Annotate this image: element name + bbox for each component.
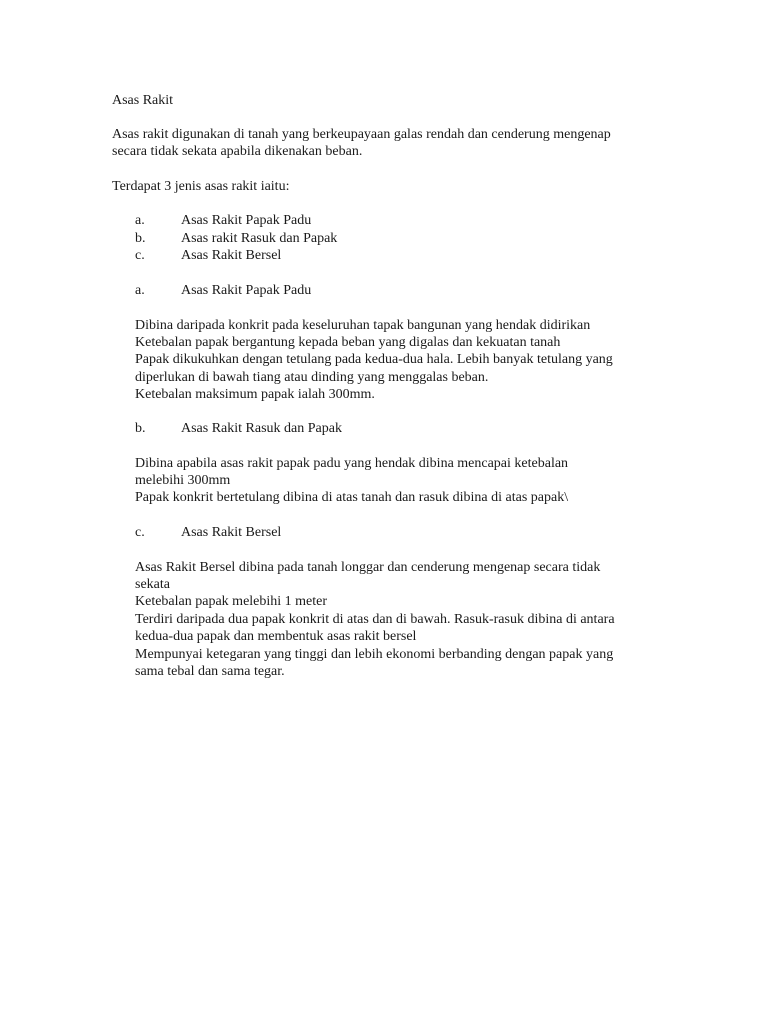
paragraph-line: sekata — [135, 577, 170, 592]
section-marker: c. — [135, 525, 145, 540]
paragraph-line: kedua-dua papak dan membentuk asas rakit bersel — [135, 629, 417, 644]
list-item: Asas Rakit Papak Padu — [181, 213, 312, 228]
section-marker: b. — [135, 421, 146, 436]
paragraph-line: Papak dikukuhkan dengan tetulang pada kedua-dua hala. Lebih banyak tetulang yang — [135, 352, 613, 367]
paragraph-line: Terdiri daripada dua papak konkrit di atas dan di bawah. Rasuk-rasuk dibina di antara — [135, 612, 615, 627]
section-heading: Asas Rakit Papak Padu — [181, 283, 312, 298]
list-item: Asas rakit Rasuk dan Papak — [181, 231, 338, 246]
intro-line: Asas rakit digunakan di tanah yang berkeupayaan galas rendah dan cenderung mengenap — [112, 127, 611, 142]
section-marker: a. — [135, 283, 145, 298]
list-item: Asas Rakit Bersel — [181, 248, 282, 263]
list-marker: b. — [135, 231, 146, 246]
paragraph-line: Ketebalan papak melebihi 1 meter — [135, 594, 328, 609]
paragraph-line: Ketebalan maksimum papak ialah 300mm. — [135, 387, 375, 402]
section-heading: Asas Rakit Bersel — [181, 525, 282, 540]
intro-line: secara tidak sekata apabila dikenakan beban. — [112, 144, 363, 159]
paragraph-line: melebihi 300mm — [135, 473, 231, 488]
list-marker: c. — [135, 248, 145, 263]
list-marker: a. — [135, 213, 145, 228]
paragraph-line: Mempunyai ketegaran yang tinggi dan lebih ekonomi berbanding dengan papak yang — [135, 647, 614, 662]
document-title: Asas Rakit — [112, 93, 174, 108]
types-intro: Terdapat 3 jenis asas rakit iaitu: — [112, 179, 290, 194]
paragraph-line: sama tebal dan sama tegar. — [135, 664, 285, 679]
paragraph-line: Ketebalan papak bergantung kepada beban yang digalas dan kekuatan tanah — [135, 335, 561, 350]
paragraph-line: Dibina apabila asas rakit papak padu yang hendak dibina mencapai ketebalan — [135, 456, 569, 471]
paragraph-line: Papak konkrit bertetulang dibina di atas tanah dan rasuk dibina di atas papak\ — [135, 490, 569, 505]
section-heading: Asas Rakit Rasuk dan Papak — [181, 421, 342, 436]
paragraph-line: Asas Rakit Bersel dibina pada tanah longgar dan cenderung mengenap secara tidak — [135, 560, 601, 575]
paragraph-line: Dibina daripada konkrit pada keseluruhan tapak bangunan yang hendak didirikan — [135, 318, 591, 333]
paragraph-line: diperlukan di bawah tiang atau dinding yang menggalas beban. — [135, 370, 489, 385]
